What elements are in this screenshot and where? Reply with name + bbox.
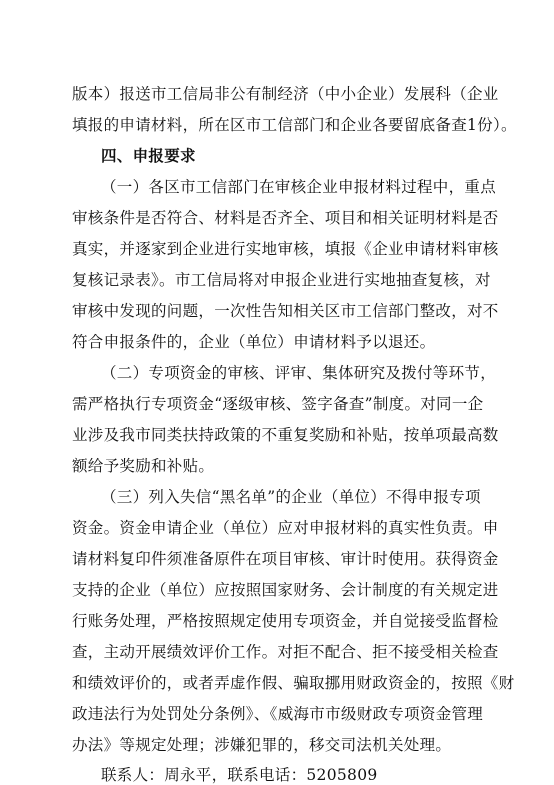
- text-line: 办法》等规定处理；涉嫌犯罪的，移交司法机关处理。: [72, 736, 452, 754]
- text-line: 需严格执行专项资金“逐级审核、签字备查”制度。对同一企: [72, 395, 484, 413]
- text-line: 审核中发现的问题，一次性告知相关区市工信部门整改，对不: [72, 302, 499, 320]
- text-line: 真实，并逐家到企业进行实地审核，填报《企业申请材料审核: [72, 240, 499, 258]
- text-line: 查，主动开展绩效评价工作。对拒不配合、拒不接受相关检查: [72, 643, 499, 661]
- text-line: （三）列入失信“黑名单”的企业（单位）不得申报专项: [101, 488, 481, 506]
- text-line: （二）专项资金的审核、评审、集体研究及拨付等环节，: [101, 364, 497, 382]
- section-heading: 四、申报要求: [101, 146, 196, 165]
- text-line: 和绩效评价的，或者弄虚作假、骗取挪用财政资金的，按照《财: [72, 674, 515, 692]
- text-line: 资金。资金申请企业（单位）应对申报材料的真实性负责。申: [72, 519, 499, 537]
- text-line: 填报的申请材料，所在区市工信部门和企业各要留底备查1份）。: [72, 116, 517, 134]
- text-line: 复核记录表》。市工信局将对申报企业进行实地抽查复核，对: [72, 271, 491, 289]
- text-line: 业涉及我市同类扶持政策的不重复奖励和补贴，按单项最高数: [72, 426, 499, 444]
- text-line: 支持的企业（单位）应按照国家财务、会计制度的有关规定进: [72, 581, 499, 599]
- text-line: 行账务处理，严格按照规定使用专项资金，并自觉接受监督检: [72, 612, 499, 630]
- text-line: 政违法行为处罚处分条例》、《威海市市级财政专项资金管理: [72, 705, 484, 723]
- text-line: 审核条件是否符合、材料是否齐全、项目和相关证明材料是否: [72, 209, 499, 227]
- text-line: 请材料复印件须准备原件在项目审核、审计时使用。获得资金: [72, 550, 499, 568]
- text-line: 符合申报条件的，企业（单位）申请材料予以退还。: [72, 333, 436, 351]
- text-line: 版本）报送市工信局非公有制经济（中小企业）发展科（企业: [72, 85, 499, 103]
- contact-line: 联系人：周永平，联系电话：5205809: [101, 766, 378, 784]
- text-line: （一）各区市工信部门在审核企业申报材料过程中，重点: [101, 178, 497, 196]
- text-line: 额给予奖励和补贴。: [72, 457, 215, 475]
